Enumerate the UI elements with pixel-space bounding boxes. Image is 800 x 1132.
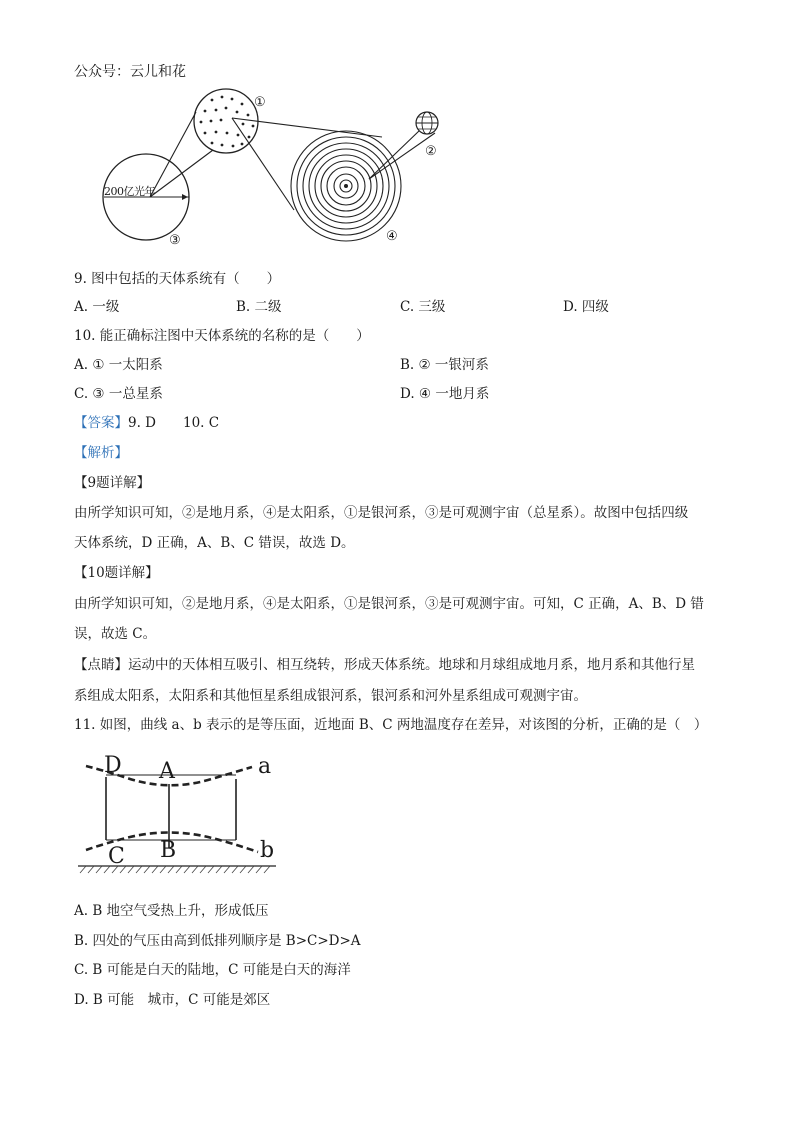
curve-b-label: b <box>260 838 275 863</box>
label-circle-4: ④ <box>386 229 398 244</box>
tip-label: 【点睛】 <box>74 657 128 673</box>
label-circle-2: ② <box>425 144 437 159</box>
q9-detail-line1: 由所学知识可知，②是地月系，④是太阳系，①是银河系，③是可观测宇宙（总星系）。故图中包括四级 <box>74 505 689 521</box>
q11-option-b[interactable]: B. 四处的气压由高到低排列顺序是 B>C>D>A <box>74 933 361 949</box>
q9-option-d[interactable]: D. 四级 <box>563 299 609 315</box>
point-d-label: D <box>104 753 122 778</box>
q10-option-c[interactable]: C. ③ 一总星系 <box>74 386 163 402</box>
q9-detail-title: 【9题详解】 <box>74 475 151 491</box>
q10-option-d[interactable]: D. ④ 一地月系 <box>400 386 490 402</box>
label-circle-3: ③ <box>169 233 181 248</box>
q11-option-a[interactable]: A. B 地空气受热上升，形成低压 <box>74 903 269 919</box>
point-a-label: A <box>159 759 175 784</box>
q10-detail-title: 【10题详解】 <box>74 565 159 581</box>
watermark-text: 公众号：云儿和花 <box>74 64 186 80</box>
analysis-label: 【解析】 <box>74 445 128 461</box>
q11-option-d[interactable]: D. B 可能 城市，C 可能是郊区 <box>74 992 271 1008</box>
q10-stem: 10. 能正确标注图中天体系统的名称的是（ ） <box>74 328 370 344</box>
q10-option-b[interactable]: B. ② 一银河系 <box>400 357 489 373</box>
q9-option-a[interactable]: A. 一级 <box>74 299 120 315</box>
q11-stem: 11. 如图，曲线 a、b 表示的是等压面，近地面 B、C 两地温度存在差异，对该图的分析，正确的是（ ） <box>74 717 708 733</box>
tip-text-1: 运动中的天体相互吸引、相互绕转，形成天体系统。地球和月球组成地月系，地月系和其他行星 <box>128 657 695 673</box>
q11-option-c[interactable]: C. B 可能是白天的陆地，C 可能是白天的海洋 <box>74 962 351 978</box>
point-c-label: C <box>108 844 125 869</box>
q9-stem: 9. 图中包括的天体系统有（ ） <box>74 271 281 287</box>
q9-option-c[interactable]: C. 三级 <box>400 299 446 315</box>
label-circle-1: ① <box>254 95 266 110</box>
point-b-label: B <box>160 838 177 863</box>
q9-detail-line2: 天体系统，D 正确，A、B、C 错误，故选 D。 <box>74 535 355 551</box>
q10-detail-line1: 由所学知识可知，②是地月系，④是太阳系，①是银河系，③是可观测宇宙。可知，C 正确，A、B、D 错 <box>74 596 704 612</box>
tip-line2: 系组成太阳系，太阳系和其他恒星系组成银河系，银河系和河外星系组成可观测宇宙。 <box>74 688 587 704</box>
radius-label: 200亿光年 <box>104 185 155 198</box>
q10-option-a[interactable]: A. ① 一太阳系 <box>74 357 163 373</box>
q9-option-b[interactable]: B. 二级 <box>236 299 282 315</box>
answer-text: 9. D 10. C <box>128 415 220 431</box>
curve-a-label: a <box>258 754 272 779</box>
q10-detail-line2: 误，故选 C。 <box>74 626 157 642</box>
answer-label: 【答案】 <box>74 415 128 431</box>
